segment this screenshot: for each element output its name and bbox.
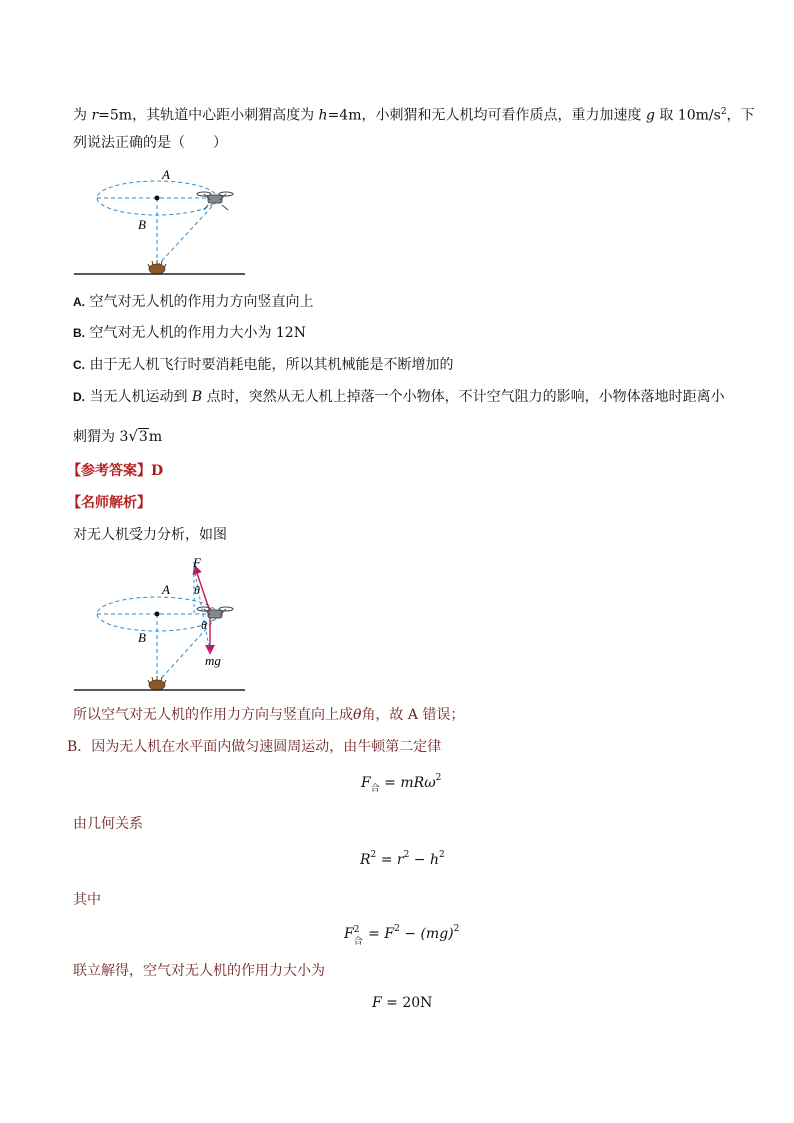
text: ，下 xyxy=(726,107,755,124)
option-text: 当无人机运动到 xyxy=(89,389,192,405)
superscript: 2 xyxy=(435,773,442,783)
text: 所以空气对无人机的作用力方向与竖直向上成 xyxy=(73,707,353,723)
superscript: 2 xyxy=(353,925,360,935)
solve-label: 联立解得，空气对无人机的作用力大小为 xyxy=(73,963,325,979)
label-theta-2: θ xyxy=(201,618,207,632)
eq-var: F xyxy=(361,775,371,791)
eq-var: F xyxy=(384,926,395,942)
eq-op: − xyxy=(399,926,421,942)
hedgehog-icon xyxy=(148,260,166,274)
var-g: g xyxy=(645,107,655,124)
text: 取 10m/s xyxy=(654,107,721,124)
slant-line xyxy=(157,200,218,266)
option-text: 点时，突然从无人机上掉落一个小物体，不计空气阻力的影响，小物体落地时距离小 xyxy=(202,389,725,405)
figure-2-force-diagram xyxy=(70,552,270,697)
eq-op: = xyxy=(381,995,403,1011)
eq-op: − xyxy=(409,852,430,868)
eq-rhs: mRω xyxy=(400,775,436,791)
superscript: 2 xyxy=(403,850,410,860)
geometry-relation-label: 由几何关系 xyxy=(73,816,143,832)
label-B: B xyxy=(138,630,146,645)
reference-answer: 【参考答案】D xyxy=(67,463,164,479)
hedgehog-icon xyxy=(148,676,166,690)
superscript: 2 xyxy=(720,107,727,117)
eq-op: = xyxy=(363,926,385,942)
option-text: 由于无人机飞行时要消耗电能，所以其机械能是不断增加的 xyxy=(89,357,454,373)
option-text: 空气对无人机的作用力大小为 12N xyxy=(89,325,306,341)
option-letter: D. xyxy=(73,390,85,404)
option-letter: A. xyxy=(73,295,85,309)
slant-line xyxy=(157,616,218,683)
option-d-line-2 xyxy=(73,427,162,446)
superscript: 2 xyxy=(370,850,377,860)
analysis-line-b: B．因为无人机在水平面内做匀速圆周运动，由牛顿第二定律 xyxy=(67,739,442,755)
text: 角，故 A 错误； xyxy=(361,707,465,723)
label-A: A xyxy=(162,167,170,182)
equation-4 xyxy=(372,994,432,1012)
text: m xyxy=(148,429,163,445)
eq-op: = xyxy=(376,852,397,868)
eq-var: (mg) xyxy=(420,926,454,942)
var-h: h xyxy=(318,107,328,124)
label-theta-1: θ xyxy=(194,583,200,597)
option-c xyxy=(73,356,453,374)
superscript: 2 xyxy=(453,924,460,934)
sqrt-sign: √ xyxy=(128,427,138,445)
eq-var: r xyxy=(396,852,404,868)
text: 刺猬为 3 xyxy=(73,429,129,445)
label-mg: mg xyxy=(205,653,221,668)
problem-line-2: 列说法正确的是（ ） xyxy=(73,135,227,151)
eq-value: 20N xyxy=(402,995,433,1011)
text: 为 xyxy=(73,107,92,124)
eq-var: R xyxy=(360,852,371,868)
drone-icon xyxy=(197,607,233,618)
label-F: F xyxy=(193,555,201,570)
option-letter: C. xyxy=(73,358,85,372)
where-label: 其中 xyxy=(73,892,101,908)
analysis-line-a xyxy=(73,706,464,724)
eq-var: F xyxy=(344,926,354,942)
text: =5m，其轨道中心距小刺猬高度为 xyxy=(98,107,319,124)
center-point xyxy=(155,196,160,201)
center-point xyxy=(155,612,160,617)
label-A: A xyxy=(162,582,170,597)
option-b xyxy=(73,324,306,342)
radicand: 3 xyxy=(138,429,148,445)
superscript: 2 xyxy=(394,924,400,934)
figure-1-drone-orbit xyxy=(70,160,270,280)
analysis-intro: 对无人机受力分析，如图 xyxy=(73,527,227,543)
subscript: 合 xyxy=(370,784,380,794)
option-d xyxy=(73,388,725,406)
eq-op: = xyxy=(379,775,401,791)
option-a xyxy=(73,293,313,311)
drone-icon xyxy=(197,192,233,210)
option-letter: B. xyxy=(73,326,85,340)
equation-2 xyxy=(360,851,445,871)
equation-1 xyxy=(361,774,441,794)
label-B: B xyxy=(138,217,146,232)
problem-line-1 xyxy=(73,103,755,125)
option-text: 空气对无人机的作用力方向竖直向上 xyxy=(89,294,314,310)
eq-var: F xyxy=(372,995,382,1011)
superscript: 2 xyxy=(439,850,445,860)
eq-var: h xyxy=(430,852,440,868)
text: =4m，小刺猬和无人机均可看作质点，重力加速度 xyxy=(327,107,646,124)
var-theta: θ xyxy=(353,707,362,723)
equation-3 xyxy=(344,925,459,945)
analysis-heading: 【名师解析】 xyxy=(67,495,151,511)
var-B: B xyxy=(191,389,203,405)
var-r: r xyxy=(91,107,99,124)
subscript: 合 xyxy=(353,937,363,947)
